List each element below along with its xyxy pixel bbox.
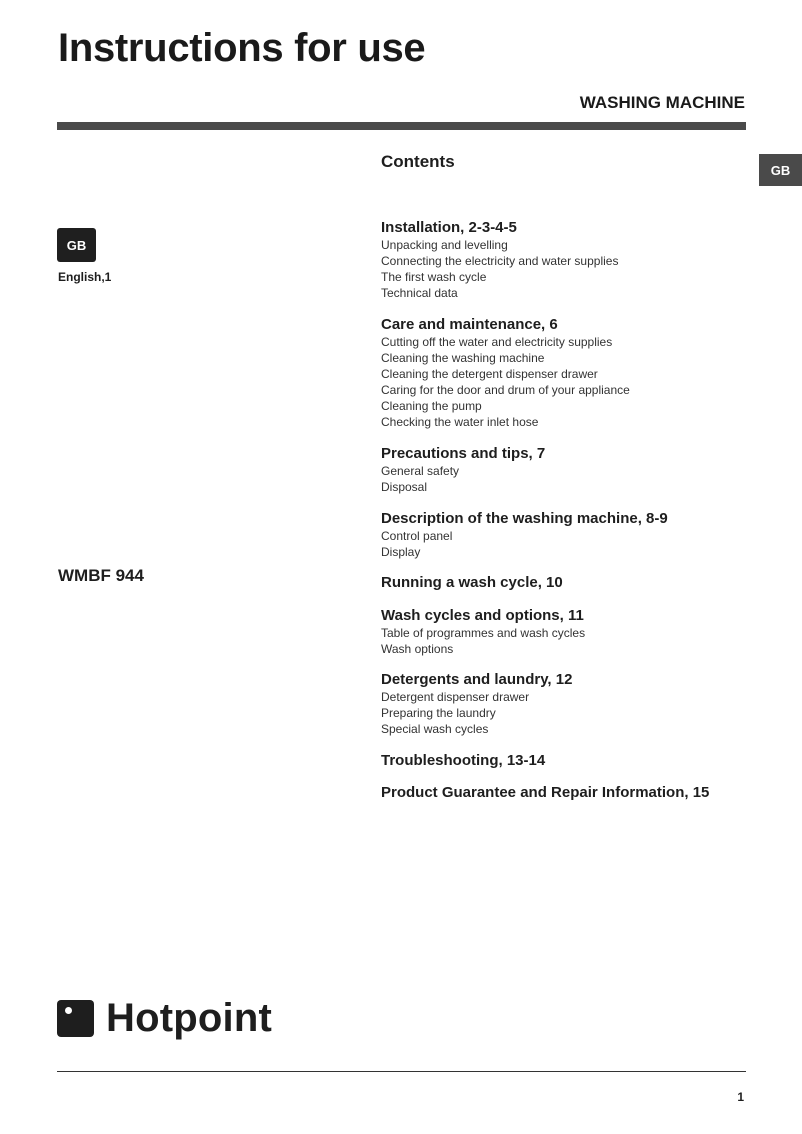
language-page-link[interactable]: English,1 bbox=[58, 270, 112, 284]
toc-item[interactable]: Caring for the door and drum of your appliance bbox=[381, 383, 630, 397]
toc-section-title[interactable]: Precautions and tips, 7 bbox=[381, 445, 546, 462]
toc-section-installation bbox=[381, 219, 618, 301]
toc-section-wash-cycles bbox=[381, 607, 585, 657]
toc-section-troubleshooting bbox=[381, 752, 545, 770]
toc-item[interactable]: Control panel bbox=[381, 529, 453, 543]
toc-section-title[interactable]: Care and maintenance, 6 bbox=[381, 316, 558, 333]
toc-item[interactable]: Disposal bbox=[381, 480, 428, 494]
toc-section-precautions bbox=[381, 445, 545, 495]
toc-section-detergents bbox=[381, 671, 572, 737]
header-divider bbox=[57, 122, 746, 130]
footer-divider bbox=[57, 1071, 746, 1072]
toc-item[interactable]: Checking the water inlet hose bbox=[381, 415, 539, 429]
toc-item[interactable]: Special wash cycles bbox=[381, 722, 489, 736]
language-side-tab[interactable]: GB bbox=[759, 154, 802, 186]
toc-section-title[interactable]: Wash cycles and options, 11 bbox=[381, 607, 584, 624]
toc-section-description bbox=[381, 510, 668, 560]
toc-section-title[interactable]: Installation, 2-3-4-5 bbox=[381, 219, 517, 236]
toc-item[interactable]: Wash options bbox=[381, 642, 454, 656]
toc-section-title[interactable]: Product Guarantee and Repair Information, 15 bbox=[381, 784, 710, 801]
model-name: WMBF 944 bbox=[58, 566, 144, 585]
brand-logo bbox=[57, 996, 272, 1040]
toc-item[interactable]: Table of programmes and wash cycles bbox=[381, 626, 586, 640]
brand-logo-icon bbox=[57, 1000, 94, 1037]
toc-item[interactable]: Cleaning the pump bbox=[381, 399, 482, 413]
document-title: Instructions for use bbox=[58, 26, 426, 70]
toc-item[interactable]: Detergent dispenser drawer bbox=[381, 690, 530, 704]
toc-item[interactable]: Cleaning the detergent dispenser drawer bbox=[381, 367, 598, 381]
brand-logo-text: Hotpoint bbox=[106, 996, 272, 1040]
toc-item[interactable]: General safety bbox=[381, 464, 460, 478]
page-number: 1 bbox=[737, 1090, 744, 1104]
toc-section-title[interactable]: Description of the washing machine, 8-9 bbox=[381, 510, 668, 527]
toc-item[interactable]: Cutting off the water and electricity supplies bbox=[381, 335, 613, 349]
toc-item[interactable]: The first wash cycle bbox=[381, 270, 487, 284]
document-subtitle: WASHING MACHINE bbox=[579, 93, 745, 112]
toc-section-title[interactable]: Running a wash cycle, 10 bbox=[381, 574, 563, 591]
toc-item[interactable]: Display bbox=[381, 545, 421, 559]
toc-item[interactable]: Connecting the electricity and water supplies bbox=[381, 254, 619, 268]
toc-item[interactable]: Technical data bbox=[381, 286, 458, 300]
toc-section-care bbox=[381, 316, 630, 430]
toc-section-running bbox=[381, 574, 563, 592]
toc-section-title[interactable]: Detergents and laundry, 12 bbox=[381, 671, 573, 688]
toc-section-title[interactable]: Troubleshooting, 13-14 bbox=[381, 752, 546, 769]
toc-item[interactable]: Unpacking and levelling bbox=[381, 238, 508, 252]
toc-item[interactable]: Cleaning the washing machine bbox=[381, 351, 545, 365]
toc-item[interactable]: Preparing the laundry bbox=[381, 706, 496, 720]
contents-heading: Contents bbox=[381, 152, 455, 171]
language-badge: GB bbox=[57, 228, 96, 262]
toc-section-guarantee bbox=[381, 784, 709, 802]
